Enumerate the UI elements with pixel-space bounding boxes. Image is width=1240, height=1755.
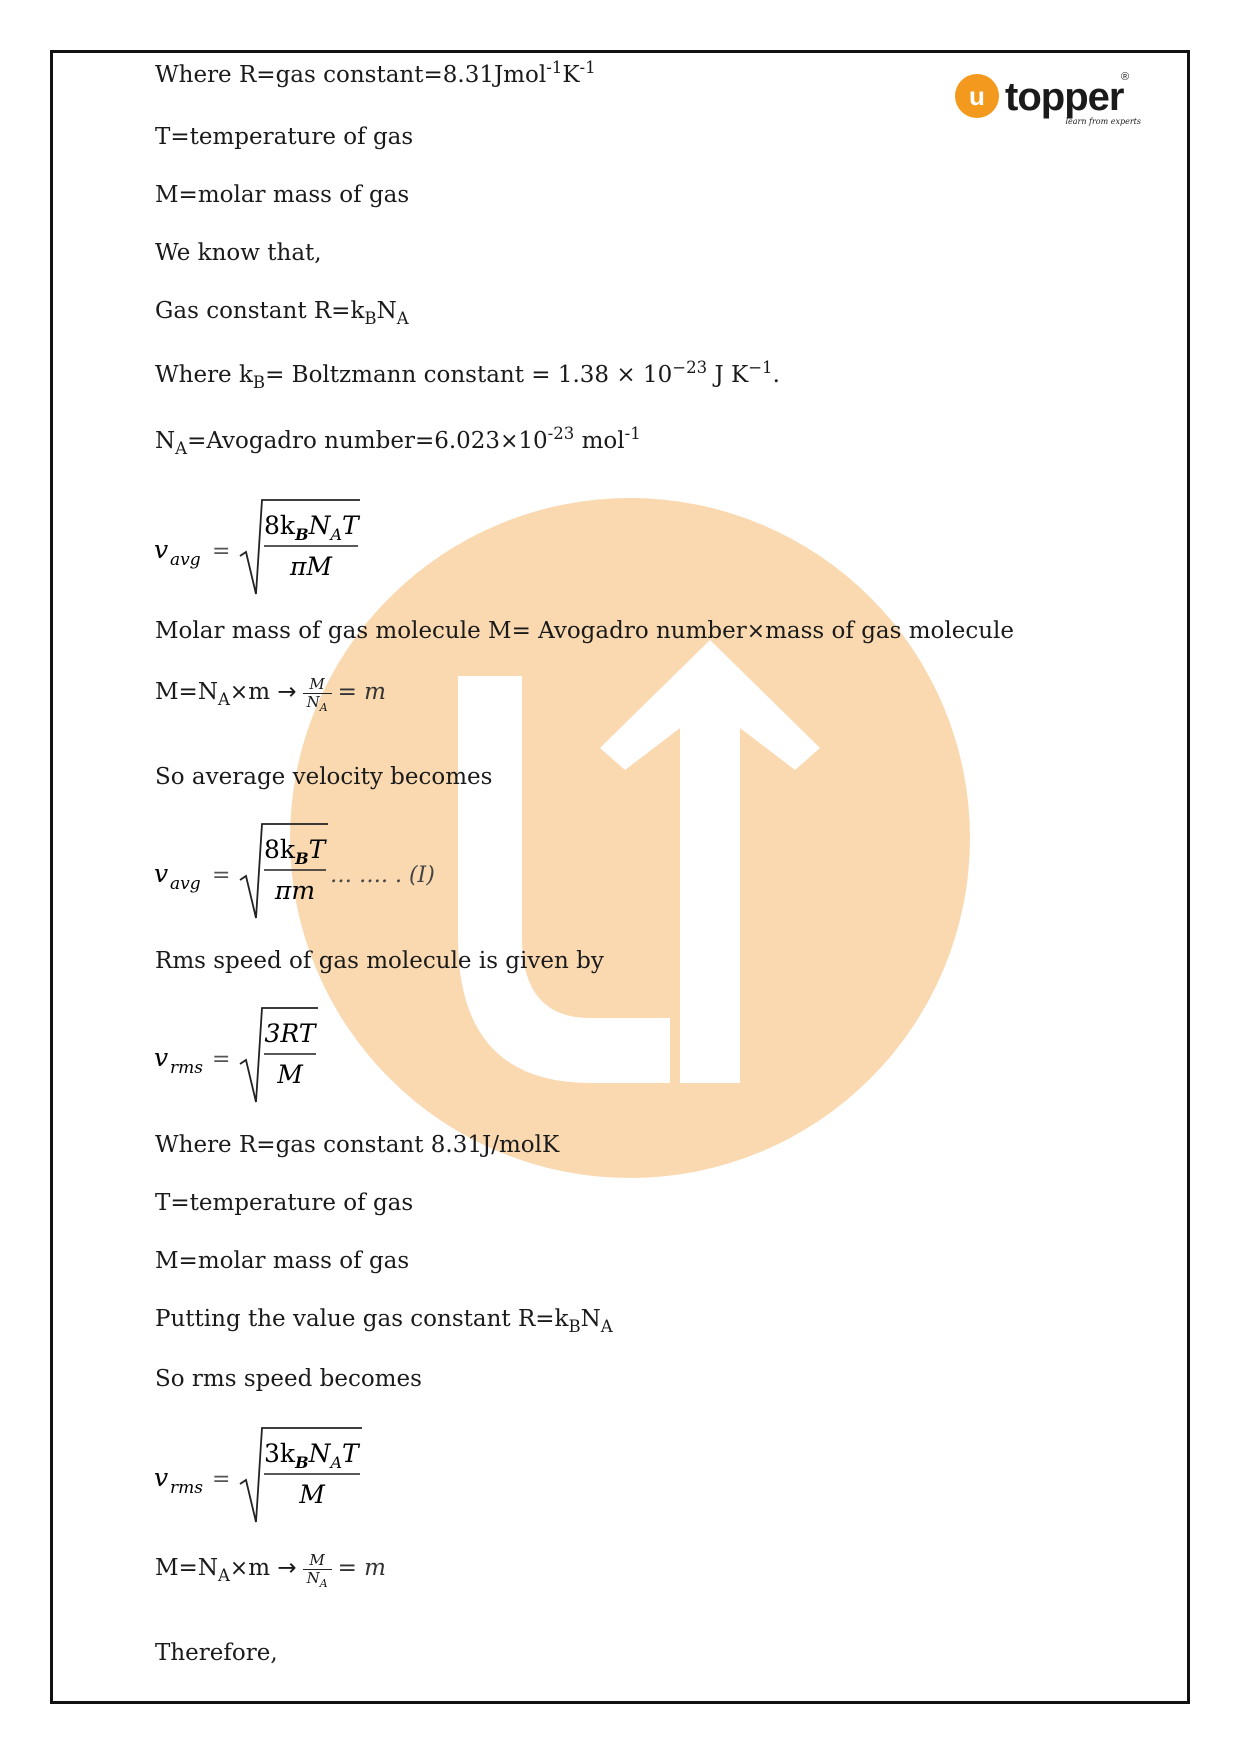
svg-text:πM: πM (289, 552, 333, 581)
logo-tagline: learn from experts (1065, 117, 1141, 126)
line-rms-becomes: So rms speed becomes (155, 1366, 422, 1392)
svg-text:avg: avg (170, 874, 201, 894)
line-we-know: We know that, (155, 240, 322, 266)
svg-text:v: v (154, 859, 169, 888)
line-molar-mass-avogadro: Molar mass of gas molecule M= Avogadro number×mass of gas molecule (155, 618, 1015, 644)
line-molar-mass: M=molar mass of gas (155, 182, 410, 208)
svg-text:v: v (154, 535, 169, 564)
equation-vrms-1 (150, 1002, 370, 1116)
svg-text:=: = (212, 1047, 231, 1072)
line-mass-relation-1: $M=N_A\times m$ → $\frac{M}{N_A}$ = m (155, 675, 386, 714)
equation-vavg-2 (150, 818, 470, 932)
line-average-velocity: So average velocity becomes (155, 764, 493, 790)
svg-text:v: v (154, 1463, 169, 1492)
equation-vrms-2 (150, 1422, 410, 1536)
svg-text:M: M (299, 1480, 325, 1509)
line-avogadro: $N_A=Avogadro$ $number=6.023\times 10^{-23}$ mol$^{-1}$ (155, 423, 641, 458)
utopper-logo-icon (955, 68, 1155, 132)
line-boltzmann: Where $k_B=$ Boltzmann constant = $1.38 \times 10^{-23}$ J $K^{-1}$. (155, 357, 780, 392)
line-putting-value: Putting the value gas constant $R=k_BN_A$ (155, 1306, 613, 1336)
line-mass-relation-2: $M=N_A\times m$ → $\frac{M}{N_A}$ = m (155, 1551, 386, 1590)
utopper-logo (955, 68, 1155, 132)
logo-u-text: u (969, 81, 985, 111)
line-gas-constant-relation: Gas constant $R=k_BN_A$ (155, 298, 409, 328)
svg-text:rms: rms (170, 1478, 203, 1498)
svg-text:v: v (154, 1043, 169, 1072)
line-gas-constant-value: Where R=gas constant 8.31J/molK (155, 1132, 560, 1158)
svg-text:3RT: 3RT (264, 1019, 316, 1048)
svg-text:3kBNAT: $3k_BN_AT$ (264, 1439, 359, 1472)
svg-text:8kBNAT: $8k_BN_AT$ (264, 511, 359, 544)
svg-text:πm: πm (274, 876, 316, 905)
svg-text:… …. . (I): … …. . (I) (330, 863, 435, 888)
line-therefore: Therefore, (155, 1640, 278, 1666)
svg-text:rms: rms (170, 1058, 203, 1078)
line-gas-constant: Where R=gas $constant=8.31Jmol^{-1}K^{-1}$ (155, 57, 596, 88)
line-rms-speed: Rms speed of gas molecule is given by (155, 948, 604, 974)
svg-text:M: M (277, 1060, 303, 1089)
svg-text:=: = (212, 539, 231, 564)
line-molar-mass-2: M=molar mass of gas (155, 1248, 410, 1274)
svg-text:avg: avg (170, 550, 201, 570)
svg-text:8kBT: $8k_BT$ (264, 835, 326, 868)
line-temperature: T=temperature of gas (155, 124, 414, 150)
svg-text:=: = (212, 863, 231, 888)
svg-text:=: = (212, 1467, 231, 1492)
line-temperature-2: T=temperature of gas (155, 1190, 414, 1216)
logo-registered: ® (1121, 71, 1130, 83)
logo-word: topper (1005, 75, 1124, 119)
equation-vavg-1 (150, 494, 410, 608)
